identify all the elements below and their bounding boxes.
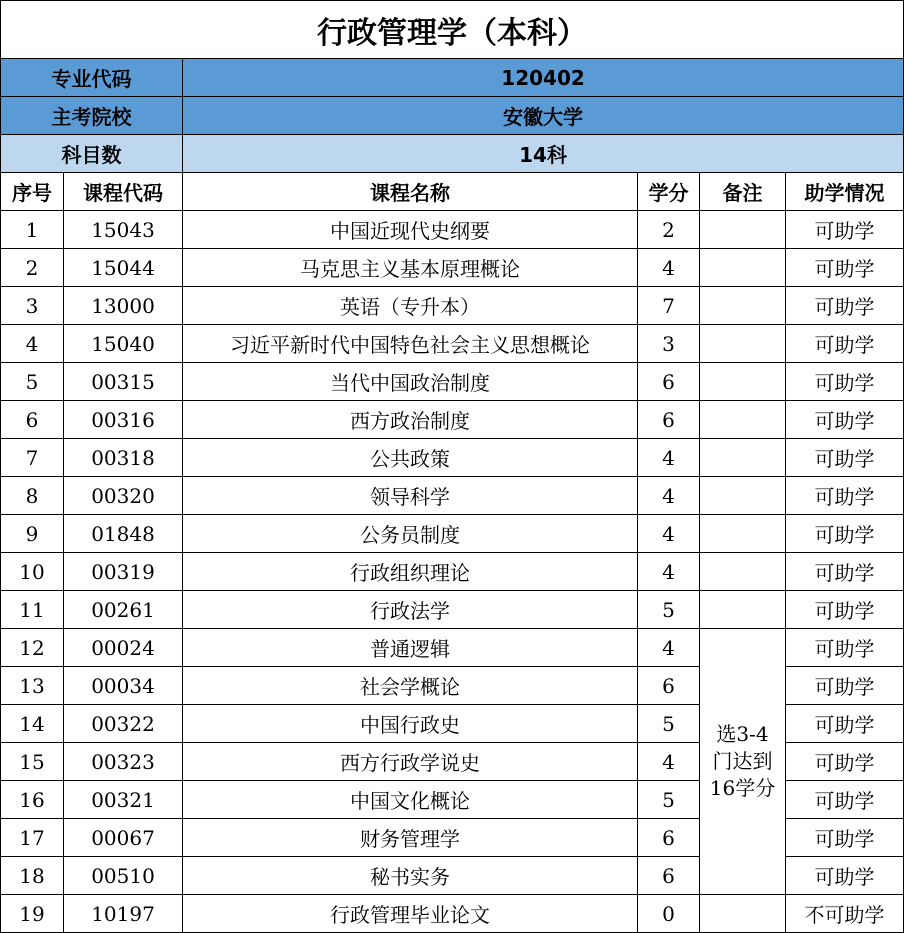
course-assist: 可助学 [786,515,904,553]
subjects-label: 科目数 [1,135,183,173]
course-assist: 可助学 [786,629,904,667]
course-code: 00320 [64,477,183,515]
course-name: 公共政策 [183,439,638,477]
course-credit: 2 [638,211,700,249]
course-code: 00316 [64,401,183,439]
course-assist: 可助学 [786,819,904,857]
course-code: 00067 [64,819,183,857]
course-seq: 7 [1,439,64,477]
course-name: 西方政治制度 [183,401,638,439]
course-credit: 5 [638,591,700,629]
course-assist: 可助学 [786,857,904,895]
course-name: 行政法学 [183,591,638,629]
course-credit: 4 [638,515,700,553]
course-credit: 4 [638,553,700,591]
school-label: 主考院校 [1,97,183,135]
course-name: 中国行政史 [183,705,638,743]
course-code: 15043 [64,211,183,249]
table-row [1,629,904,667]
course-name: 中国文化概论 [183,781,638,819]
course-credit: 4 [638,249,700,287]
course-code: 00323 [64,743,183,781]
course-name: 当代中国政治制度 [183,363,638,401]
course-credit: 6 [638,401,700,439]
course-name: 西方行政学说史 [183,743,638,781]
course-remark [700,211,786,249]
table-row [1,895,904,933]
course-assist: 可助学 [786,439,904,477]
course-name: 财务管理学 [183,819,638,857]
course-assist: 可助学 [786,477,904,515]
course-assist: 可助学 [786,211,904,249]
course-assist: 可助学 [786,553,904,591]
table-row [1,325,904,363]
course-seq: 3 [1,287,64,325]
course-remark [700,553,786,591]
course-seq: 12 [1,629,64,667]
course-code: 00024 [64,629,183,667]
table-row [1,249,904,287]
page-title: 行政管理学（本科） [1,1,904,59]
course-code: 00318 [64,439,183,477]
course-assist: 可助学 [786,667,904,705]
course-assist: 可助学 [786,287,904,325]
course-seq: 16 [1,781,64,819]
course-name: 秘书实务 [183,857,638,895]
course-seq: 14 [1,705,64,743]
course-code: 00034 [64,667,183,705]
course-remark [700,591,786,629]
course-credit: 6 [638,857,700,895]
course-seq: 15 [1,743,64,781]
course-code: 00261 [64,591,183,629]
course-seq: 19 [1,895,64,933]
table-row [1,591,904,629]
column-header-row [1,173,904,211]
course-name: 普通逻辑 [183,629,638,667]
major-code-value: 120402 [183,59,904,97]
course-seq: 13 [1,667,64,705]
course-remark [700,515,786,553]
header-credit: 学分 [638,173,700,211]
table-row [1,287,904,325]
header-code: 课程代码 [64,173,183,211]
course-code: 00322 [64,705,183,743]
elective-remark [700,629,786,895]
course-credit: 4 [638,629,700,667]
course-remark [700,249,786,287]
course-remark [700,325,786,363]
course-assist: 可助学 [786,249,904,287]
course-name: 社会学概论 [183,667,638,705]
header-remark: 备注 [700,173,786,211]
course-code: 01848 [64,515,183,553]
course-name: 英语（专升本） [183,287,638,325]
course-credit: 0 [638,895,700,933]
course-seq: 8 [1,477,64,515]
header-assist: 助学情况 [786,173,904,211]
course-seq: 4 [1,325,64,363]
course-code: 10197 [64,895,183,933]
table-row [1,211,904,249]
course-credit: 4 [638,743,700,781]
table-row [1,477,904,515]
course-credit: 4 [638,439,700,477]
course-assist: 可助学 [786,591,904,629]
course-assist: 可助学 [786,743,904,781]
course-code: 15044 [64,249,183,287]
course-seq: 5 [1,363,64,401]
course-code: 00315 [64,363,183,401]
course-name: 领导科学 [183,477,638,515]
course-name: 公务员制度 [183,515,638,553]
course-code: 00321 [64,781,183,819]
course-seq: 6 [1,401,64,439]
course-code: 00319 [64,553,183,591]
course-remark [700,401,786,439]
table-row [1,515,904,553]
course-name: 习近平新时代中国特色社会主义思想概论 [183,325,638,363]
course-assist: 可助学 [786,325,904,363]
course-name: 行政管理毕业论文 [183,895,638,933]
major-code-label: 专业代码 [1,59,183,97]
course-assist: 不可助学 [786,895,904,933]
table-row [1,401,904,439]
course-remark [700,439,786,477]
course-seq: 9 [1,515,64,553]
header-seq: 序号 [1,173,64,211]
course-seq: 10 [1,553,64,591]
course-remark [700,477,786,515]
table-row [1,363,904,401]
course-credit: 6 [638,667,700,705]
table-row [1,439,904,477]
subjects-value: 14科 [183,135,904,173]
course-credit: 4 [638,477,700,515]
course-seq: 1 [1,211,64,249]
elective-remark-text: 选3-4门达到16学分 [709,722,776,800]
course-remark [700,895,786,933]
course-credit: 5 [638,781,700,819]
course-assist: 可助学 [786,401,904,439]
course-name: 中国近现代史纲要 [183,211,638,249]
course-credit: 6 [638,363,700,401]
course-remark [700,287,786,325]
header-name: 课程名称 [183,173,638,211]
school-value: 安徽大学 [183,97,904,135]
course-remark [700,363,786,401]
course-name: 行政组织理论 [183,553,638,591]
course-assist: 可助学 [786,363,904,401]
course-seq: 18 [1,857,64,895]
course-code: 13000 [64,287,183,325]
course-code: 00510 [64,857,183,895]
course-credit: 3 [638,325,700,363]
course-code: 15040 [64,325,183,363]
course-name: 马克思主义基本原理概论 [183,249,638,287]
course-assist: 可助学 [786,705,904,743]
course-seq: 2 [1,249,64,287]
course-credit: 7 [638,287,700,325]
table-row [1,553,904,591]
course-assist: 可助学 [786,781,904,819]
course-seq: 17 [1,819,64,857]
course-seq: 11 [1,591,64,629]
course-credit: 6 [638,819,700,857]
course-credit: 5 [638,705,700,743]
